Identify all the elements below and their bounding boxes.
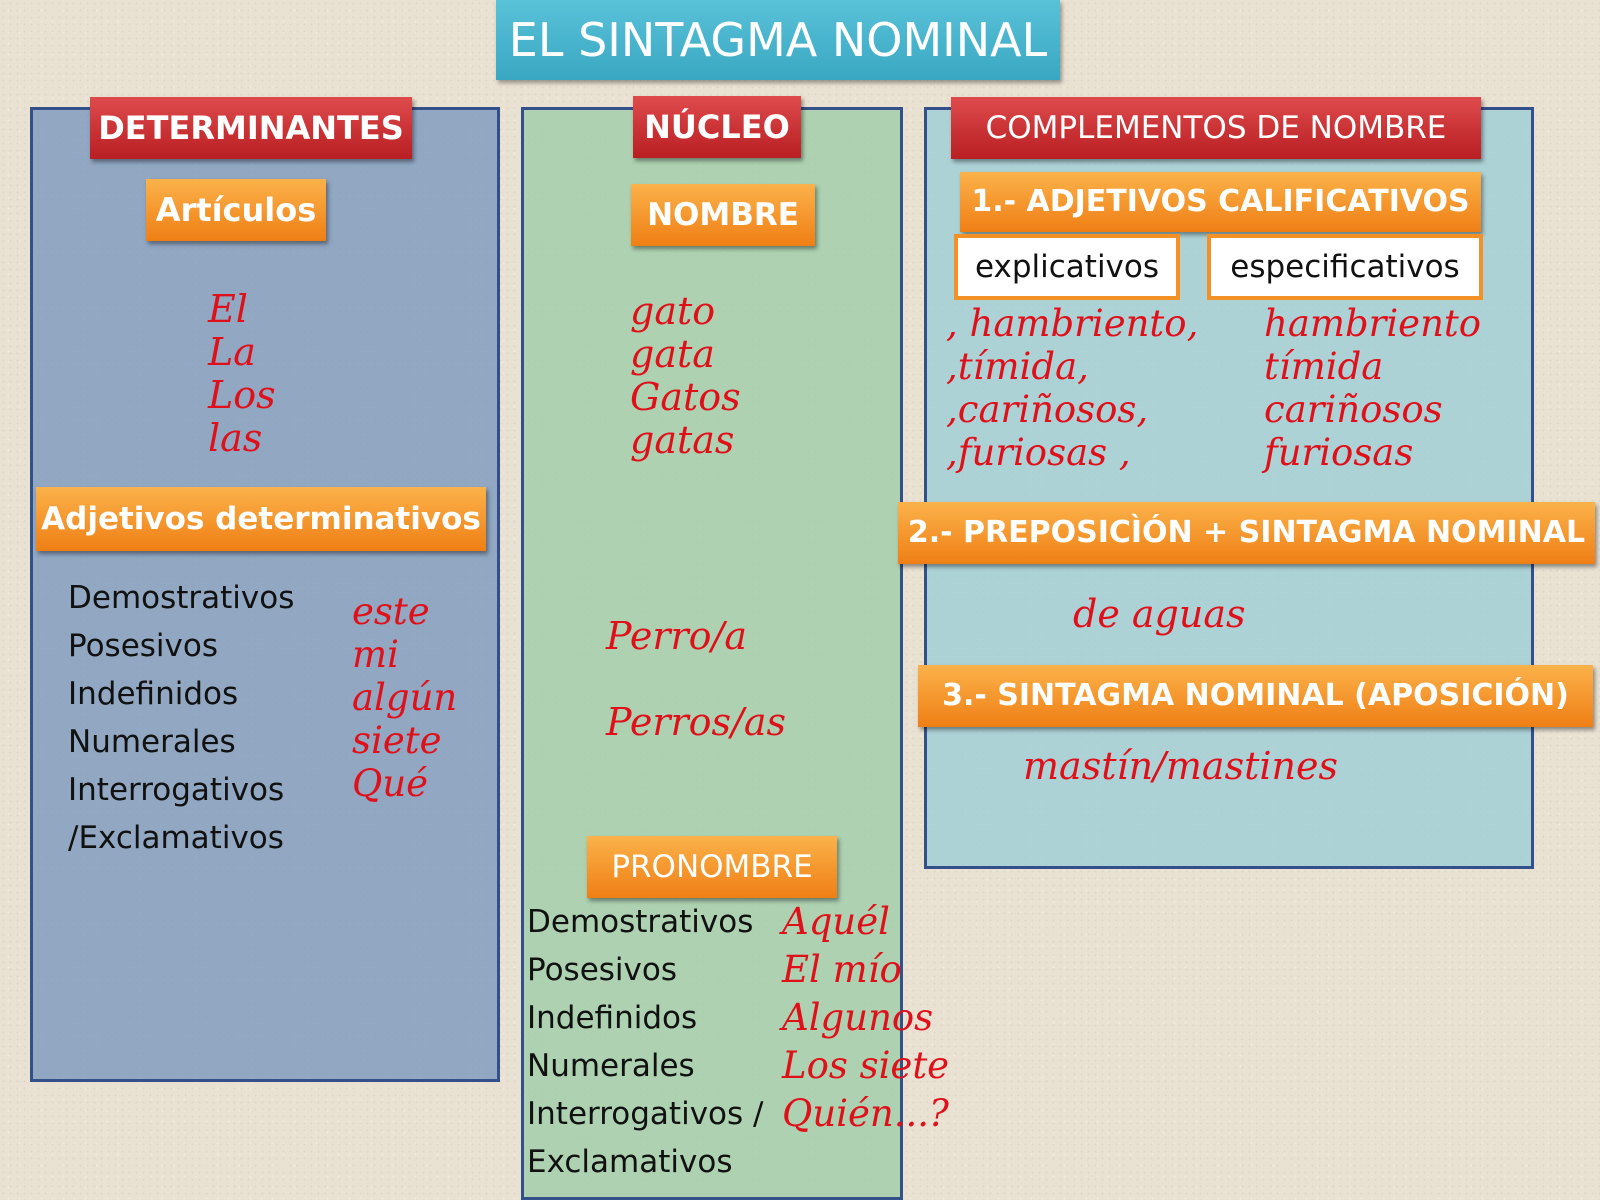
ejemplo-item: este <box>352 590 430 633</box>
tipo-item: /Exclamativos <box>68 820 284 856</box>
explicativo-item: , hambriento, <box>946 302 1199 345</box>
explicativos-list <box>946 302 1198 474</box>
pronombre-label: PRONOMBRE <box>587 836 837 898</box>
tipo-item: Interrogativos <box>68 772 285 808</box>
pronombre-ejemplo-item: Aquél <box>782 900 890 943</box>
articulo-item: las <box>208 416 263 460</box>
pronombre-tipo-item: Numerales <box>527 1048 695 1084</box>
ejemplo-item: mi <box>352 633 399 676</box>
explicativos-label: explicativos <box>954 234 1180 300</box>
tipo-item: Posesivos <box>68 628 219 664</box>
pronombre-tipo-item: Demostrativos <box>527 904 754 940</box>
adjetivos-determinativos-label: Adjetivos determinativos <box>36 487 486 551</box>
nombre-item: gata <box>630 332 715 376</box>
ejemplo-item: Qué <box>352 762 429 805</box>
articulo-item: La <box>208 330 256 374</box>
explicativo-item: ,tímida, <box>946 345 1089 388</box>
perro-singular: Perro/a <box>606 614 748 658</box>
especificativo-item: hambriento <box>1264 302 1482 345</box>
tipo-item: Indefinidos <box>68 676 239 712</box>
tipo-item: Demostrativos <box>68 580 295 616</box>
nombres-list <box>630 290 741 462</box>
nombre-item: gato <box>630 289 716 333</box>
especificativos-label: especificativos <box>1207 234 1483 300</box>
page-title: EL SINTAGMA NOMINAL <box>496 0 1060 80</box>
pronombre-ejemplos-list <box>782 898 949 1138</box>
determinativos-tipos-list <box>68 574 294 862</box>
especificativo-item: cariñosos <box>1264 388 1443 431</box>
determinantes-header: DETERMINANTES <box>90 97 412 159</box>
complementos-header: COMPLEMENTOS DE NOMBRE <box>951 97 1481 159</box>
pronombre-tipo-item: Exclamativos <box>527 1144 733 1180</box>
especificativo-item: tímida <box>1264 345 1384 388</box>
pronombre-ejemplo-item: Los siete <box>782 1044 950 1087</box>
aposicion-ejemplo: mastín/mastines <box>1023 744 1338 788</box>
pronombre-ejemplo-item: El mío <box>782 948 902 991</box>
articulo-item: Los <box>208 373 276 417</box>
perro-plural: Perros/as <box>606 700 787 744</box>
pronombre-tipos-list <box>527 898 763 1186</box>
articulo-item: El <box>208 287 248 331</box>
ejemplo-item: algún <box>352 676 458 719</box>
pronombre-tipo-item: Posesivos <box>527 952 678 988</box>
explicativo-item: ,furiosas , <box>946 431 1131 474</box>
pronombre-tipo-item: Interrogativos / <box>527 1096 764 1132</box>
adjetivos-calificativos-label: 1.- ADJETIVOS CALIFICATIVOS <box>960 172 1481 232</box>
nombre-item: Gatos <box>630 375 741 419</box>
preposicion-label: 2.- PREPOSICÌÓN + SINTAGMA NOMINAL <box>898 502 1595 564</box>
especificativos-list <box>1264 302 1481 474</box>
tipo-item: Numerales <box>68 724 236 760</box>
aposicion-label: 3.- SINTAGMA NOMINAL (APOSICIÓN) <box>918 665 1593 727</box>
ejemplo-item: siete <box>352 719 442 762</box>
pronombre-ejemplo-item: Algunos <box>782 996 934 1039</box>
especificativo-item: furiosas <box>1264 431 1414 474</box>
determinativos-ejemplos-list <box>352 590 457 805</box>
preposicion-ejemplo: de aguas <box>1073 592 1246 636</box>
nombre-item: gatas <box>630 418 735 462</box>
pronombre-tipo-item: Indefinidos <box>527 1000 698 1036</box>
nombre-label: NOMBRE <box>631 184 815 246</box>
pronombre-ejemplo-item: Quién...? <box>782 1092 949 1135</box>
explicativo-item: ,cariñosos, <box>946 388 1149 431</box>
nucleo-header: NÚCLEO <box>633 96 801 158</box>
articulos-list <box>208 288 276 460</box>
articulos-label: Artículos <box>146 179 326 241</box>
